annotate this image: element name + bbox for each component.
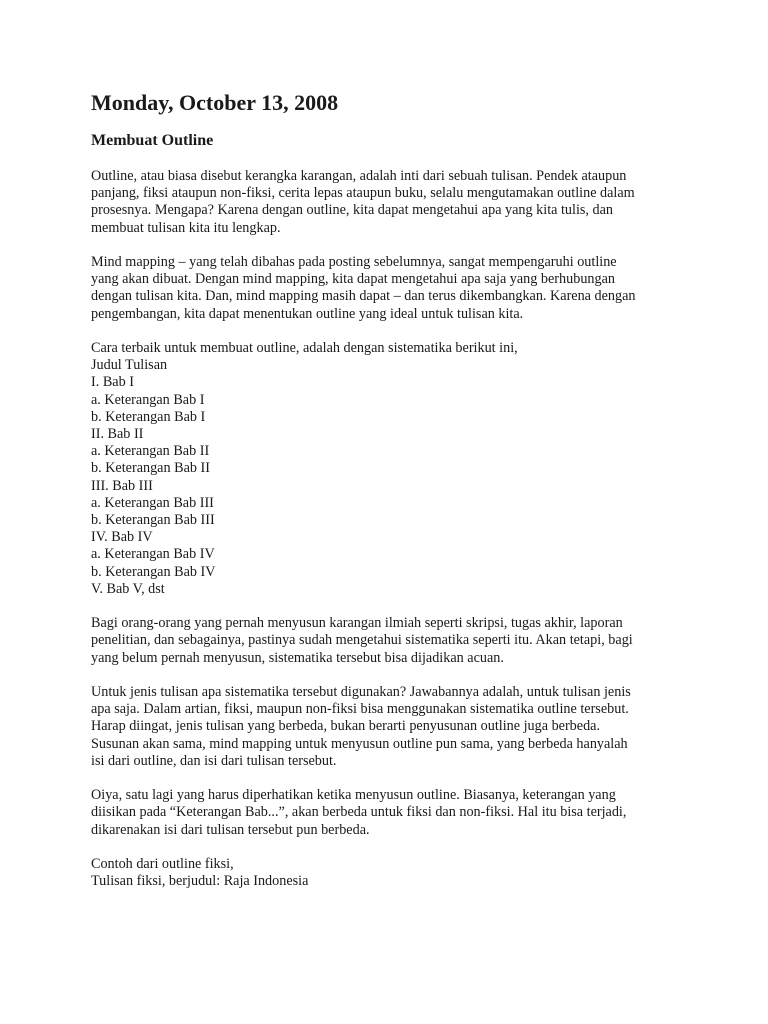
paragraph-line: Oiya, satu lagi yang harus diperhatikan ketika menyusun outline. Biasanya, keterangan yang [91,787,616,804]
paragraph-line: Contoh dari outline fiksi, [91,856,234,873]
outline-list-item: a. Keterangan Bab I [91,391,205,408]
document-page [91,88,681,908]
paragraph-line: diisikan pada “Keterangan Bab...”, akan berbeda untuk fiksi dan non-fiksi. Hal itu bisa terjadi, [91,804,627,821]
paragraph-line: Mind mapping – yang telah dibahas pada posting sebelumnya, sangat mempengaruhi outline [91,254,617,270]
outline-list-item: Judul Tulisan [91,357,168,374]
outline-list-item: II. Bab II [91,426,144,443]
paragraph-line: panjang, fiksi ataupun non-fiksi, cerita lepas ataupun buku, selalu mengutamakan outline dalam [91,185,635,202]
paragraph-line: Outline, atau biasa disebut kerangka karangan, adalah inti dari sebuah tulisan. Pendek ataupun [91,168,627,184]
paragraph-line: yang akan dibuat. Dengan mind mapping, kita dapat mengetahui apa saja yang berhubungan [91,271,615,288]
outline-list-item: III. Bab III [91,477,153,494]
paragraph-example [91,856,681,890]
post-title: Membuat Outline [91,132,214,149]
outline-list-item: b. Keterangan Bab IV [91,563,216,580]
date-header: Monday, October 13, 2008 [91,90,339,115]
paragraph-line: Bagi orang-orang yang pernah menyusun karangan ilmiah seperti skripsi, tugas akhir, laporan [91,615,623,632]
paragraph-line: isi dari outline, dan isi dari tulisan tersebut. [91,752,337,769]
outline-structure-list [91,340,681,598]
paragraph-line: pengembangan, kita dapat menentukan outline yang ideal untuk tulisan kita. [91,305,524,322]
paragraph-line: Harap diingat, jenis tulisan yang berbeda, bukan berarti penyusunan outline juga berbeda. [91,718,601,735]
paragraph-writing-types [91,684,681,770]
paragraph-line: Untuk jenis tulisan apa sistematika tersebut digunakan? Jawabannya adalah, untuk tulisan jenis [91,684,631,701]
paragraph-line: prosesnya. Mengapa? Karena dengan outline, kita dapat mengetahui apa yang kita tulis, dan [91,202,614,219]
paragraph-mind-mapping [91,254,681,323]
paragraph-line: dengan tulisan kita. Dan, mind mapping masih dapat – dan terus dikembangkan. Karena dengan [91,288,636,305]
paragraph-intro [91,168,681,237]
paragraph-line: membuat tulisan kita itu lengkap. [91,219,281,236]
outline-intro-line: Cara terbaik untuk membuat outline, adalah dengan sistematika berikut ini, [91,340,518,356]
outline-list-item: a. Keterangan Bab IV [91,546,215,563]
outline-list-item: b. Keterangan Bab II [91,460,210,477]
paragraph-notes [91,787,681,839]
outline-list-item: b. Keterangan Bab I [91,408,206,425]
outline-list-item: I. Bab I [91,374,134,391]
paragraph-line: Tulisan fiksi, berjudul: Raja Indonesia [91,873,309,890]
paragraph-line: yang belum pernah menyusun, sistematika tersebut bisa dijadikan acuan. [91,649,504,666]
paragraph-line: Susunan akan sama, mind mapping untuk menyusun outline pun sama, yang berbeda hanyalah [91,735,628,752]
outline-list-item: a. Keterangan Bab II [91,443,210,460]
paragraph-line: dikarenakan isi dari tulisan tersebut pun berbeda. [91,821,370,838]
outline-list-item: IV. Bab IV [91,529,153,546]
outline-list-item: V. Bab V, dst [91,580,165,597]
paragraph-line: apa saja. Dalam artian, fiksi, maupun non-fiksi bisa menggunakan sistematika outline tersebut. [91,701,629,718]
paragraph-line: penelitian, dan sebagainya, pastinya sudah mengetahui sistematika seperti itu. Akan tetapi, bagi [91,632,633,649]
outline-list-item: b. Keterangan Bab III [91,512,215,529]
paragraph-scientific-writing [91,615,681,667]
outline-list-item: a. Keterangan Bab III [91,494,214,511]
